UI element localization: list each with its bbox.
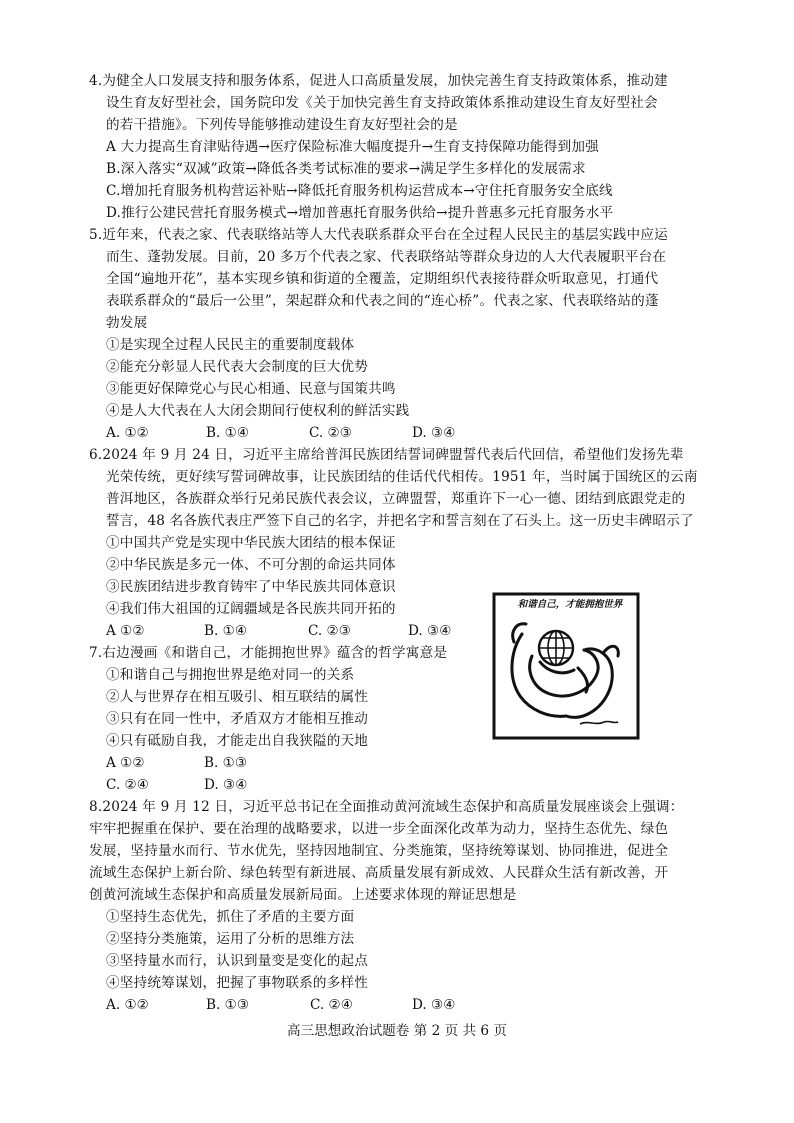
q6-item-4: ④我们伟大祖国的辽阔疆域是各民族共同开拓的 [106, 601, 396, 617]
q8-answer-choices [106, 994, 455, 1016]
q5-answer-b: B. ①④ [206, 425, 250, 441]
q6-answer-b: B. ①④ [204, 623, 248, 639]
q7-item-3: ③只有在同一性中，矛盾双方才能相互推动 [106, 711, 369, 727]
q4-stem-line-1: 4.为健全人口发展支持和服务体系，促进人口高质量发展，加快完善生育支持政策体系，推动建 [89, 73, 668, 89]
q7-item-2: ②人与世界存在相互吸引、相互联结的属性 [106, 689, 369, 705]
q6-answer-d: D. ③④ [408, 623, 452, 639]
q7-stem: 7.右边漫画《和谐自己，才能拥抱世界》蕴含的哲学寓意是 [89, 645, 448, 661]
q8-stem-line-3: 发展，坚持量水而行、节水优先，坚持因地制宜、分类施策，坚持统筹谋划、协同推进，促进全 [89, 843, 669, 859]
q7-answer-c: C. ②④ [106, 777, 149, 793]
q6-stem-line-4: 誓言，48 名各族代表庄严签下自己的名字，并把名字和誓言刻在了石头上。这一历史丰碑昭示了 [106, 513, 694, 529]
q6-stem-line-1: 6.2024 年 9 月 24 日，习近平主席给普洱民族团结誓词碑盟誓代表后代回信，希望他们发扬先辈 [89, 447, 684, 463]
q8-stem-line-1: 8.2024 年 9 月 12 日，习近平总书记在全面推动黄河流域生态保护和高质量发展座谈会上强调： [89, 799, 684, 815]
q6-stem-line-2: 光荣传统，更好续写誓词碑故事，让民族团结的佳话代代相传。1951 年，当时属于国统区的云南 [106, 469, 698, 485]
q4-stem-line-2: 设生育友好型社会，国务院印发《关于加快完善生育支持政策体系推动建设生育友好型社会 [106, 95, 658, 111]
cartoon-caption: 和谐自己，才能拥抱世界 [517, 599, 623, 610]
q8-stem-line-5: 创黄河流域生态保护和高质量发展新局面。上述要求体现的辩证思想是 [89, 887, 517, 903]
q5-item-2: ②能充分彰显人民代表大会制度的巨大优势 [106, 359, 369, 375]
q5-item-1: ①是实现全过程人民民主的重要制度载体 [106, 337, 355, 353]
q5-stem-line-5: 勃发展 [106, 315, 148, 331]
q5-item-4: ④是人大代表在人大闭会期间行使权利的鲜活实践 [106, 403, 410, 419]
globe-icon [539, 631, 573, 665]
q6-answer-a: A ①② [106, 623, 145, 639]
q6-item-3: ③民族团结进步教育铸牢了中华民族共同体意识 [106, 579, 396, 595]
q7-answer-choices-row1 [106, 752, 247, 774]
q4-option-c: C.增加托育服务机构营运补贴→降低托育服务机构运营成本→守住托育服务安全底线 [106, 183, 613, 199]
q8-item-2: ②坚持分类施策，运用了分析的思维方法 [106, 931, 355, 947]
q6-answer-choices [106, 620, 451, 642]
q7-answer-a: A ①② [106, 755, 145, 771]
q4-option-a: A 大力提高生育津贴待遇→医疗保险标准大幅度提升→生育支持保障功能得到加强 [106, 139, 599, 155]
q8-stem-line-2: 牢牢把握重在保护、要在治理的战略要求，以进一步全面深化改革为动力，坚持生态优先、绿色 [89, 821, 669, 837]
q6-answer-c: C. ②③ [308, 623, 351, 639]
cartoon-illustration [492, 592, 640, 740]
q5-answer-choices [106, 422, 455, 444]
q8-stem-line-4: 流域生态保护上新台阶、绿色转型有新进展、高质量发展有新成效、人民群众生活有新改善，开 [89, 865, 669, 881]
q8-item-3: ③坚持量水而行，认识到量变是变化的起点 [106, 953, 369, 969]
q5-stem-line-3: 全国“遍地开花”，基本实现乡镇和街道的全覆盖，定期组织代表接待群众听取意见，打通代 [106, 271, 659, 287]
q6-item-1: ①中国共产党是实现中华民族大团结的根本保证 [106, 535, 396, 551]
page-footer: 高三思想政治试题卷 第 2 页 共 6 页 [287, 1023, 507, 1039]
q7-answer-d: D. ③④ [204, 777, 248, 793]
q5-answer-d: D. ③④ [412, 425, 456, 441]
q8-answer-d: D. ③④ [412, 997, 456, 1013]
q7-item-4: ④只有砥励自我，才能走出自我狭隘的天地 [106, 733, 369, 749]
q4-option-d: D.推行公建民营托育服务模式→增加普惠托育服务供给→提升普惠多元托育服务水平 [106, 205, 614, 221]
q8-item-4: ④坚持统筹谋划，把握了事物联系的多样性 [106, 975, 369, 991]
q8-item-1: ①坚持生态优先，抓住了矛盾的主要方面 [106, 909, 355, 925]
q5-stem-line-1: 5.近年来，代表之家、代表联络站等人大代表联系群众平台在全过程人民民主的基层实践中应运 [89, 227, 668, 243]
q5-stem-line-2: 而生、蓬勃发展。目前，20 多万个代表之家、代表联络站等群众身边的人大代表履职平台在 [106, 249, 667, 265]
q6-stem-line-3: 普洱地区，各族群众举行兄弟民族代表会议，立碑盟誓，郑重许下一心一德、团结到底跟党走的 [106, 491, 686, 507]
q7-answer-b: B. ①③ [204, 755, 248, 771]
q5-answer-c: C. ②③ [309, 425, 352, 441]
q7-item-1: ①和谐自己与拥抱世界是绝对同一的关系 [106, 667, 355, 683]
q8-answer-b: B. ①③ [206, 997, 250, 1013]
q4-option-b: B.深入落实“双减”政策→降低各类考试标准的要求→满足学生多样化的发展需求 [106, 161, 586, 177]
q5-answer-a: A. ①② [106, 425, 149, 441]
q8-answer-a: A. ①② [106, 997, 149, 1013]
q7-answer-choices-row2 [106, 774, 247, 796]
q6-item-2: ②中华民族是多元一体、不可分割的命运共同体 [106, 557, 396, 573]
q8-answer-c: C. ②④ [310, 997, 353, 1013]
q4-stem-line-3: 的若干措施》。下列传导能够推动建设生育友好型社会的是 [106, 117, 458, 133]
q5-item-3: ③能更好保障党心与民心相通、民意与国策共鸣 [106, 381, 396, 397]
q5-stem-line-4: 表联系群众的“最后一公里”，架起群众和代表之间的“连心桥”。代表之家、代表联络站的蓬 [106, 293, 659, 309]
